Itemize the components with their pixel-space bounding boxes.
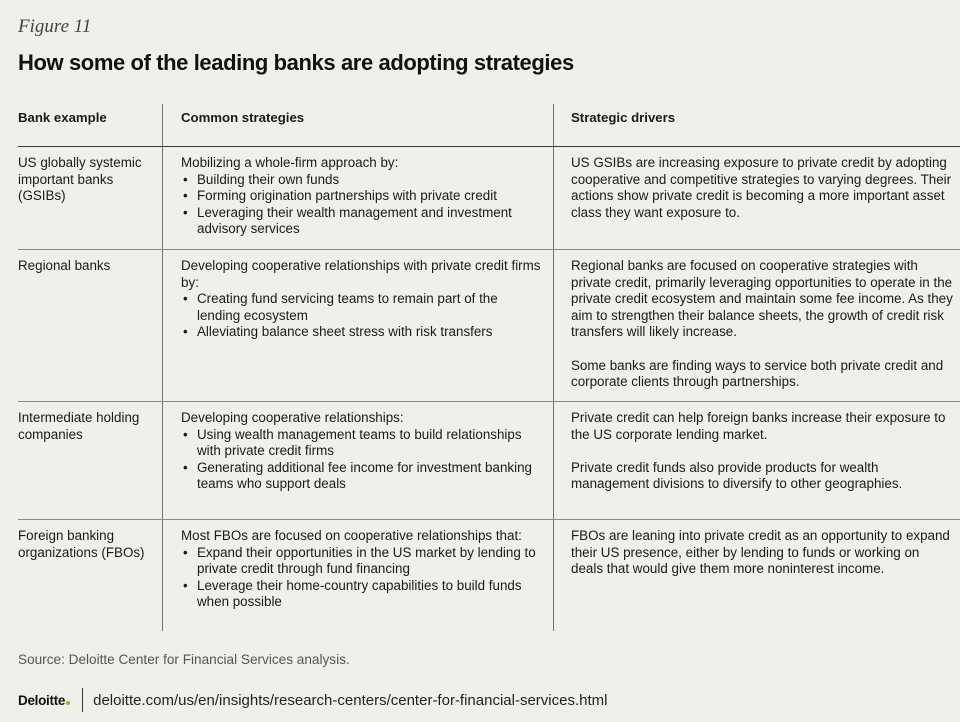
driver-paragraph: Some banks are finding ways to service both private credit and corporate clients through partnerships. [571, 357, 944, 390]
figure-title: How some of the leading banks are adopting strategies [18, 50, 574, 75]
deloitte-logo [18, 693, 70, 708]
strategic-drivers-cell [553, 147, 960, 249]
driver-paragraph: FBOs are leaning into private credit as an opportunity to expand their US presence, either by lending to funds or working on deals that would give them more noninterest income. [571, 528, 950, 577]
bank-example-cell: Regional banks [18, 258, 111, 273]
common-strategies-cell [162, 520, 553, 631]
column-header-bank-example: Bank example [18, 110, 107, 125]
footer [18, 688, 607, 712]
strategies-list [181, 427, 541, 493]
table-row [18, 147, 960, 250]
strategy-bullet: • Building their own funds [181, 172, 541, 189]
bank-example-cell: US globally systemic important banks (GSIBs) [18, 155, 142, 204]
logo-dot-icon [66, 701, 70, 705]
logo-text: Deloitte [18, 692, 66, 708]
bank-example-cell: Foreign banking organizations (FBOs) [18, 528, 145, 560]
strategies-list [181, 545, 541, 611]
strategy-bullet: • Generating additional fee income for investment banking teams who support deals [181, 460, 541, 493]
strategies-list [181, 172, 541, 238]
table-row [18, 402, 960, 520]
strategy-bullet: • Creating fund servicing teams to remain part of the lending ecosystem [181, 291, 541, 324]
strategy-bullet: • Leveraging their wealth management and investment advisory services [181, 205, 541, 238]
strategies-intro: Developing cooperative relationships: [181, 410, 404, 425]
figure-label: Figure 11 [18, 16, 92, 37]
strategy-bullet: • Using wealth management teams to build relationships with private credit firms [181, 427, 541, 460]
column-header-common-strategies: Common strategies [162, 104, 553, 146]
strategy-bullet: • Alleviating balance sheet stress with risk transfers [181, 324, 541, 341]
strategies-intro: Mobilizing a whole-firm approach by: [181, 155, 399, 170]
footer-url-link[interactable]: deloitte.com/us/en/insights/research-centers/center-for-financial-services.html [93, 691, 608, 709]
source-note: Source: Deloitte Center for Financial Services analysis. [18, 652, 350, 667]
strategies-intro: Developing cooperative relationships with private credit firms by: [181, 258, 541, 290]
table-row [18, 520, 960, 631]
driver-paragraph: US GSIBs are increasing exposure to private credit by adopting cooperative and competitive strategies to varying degrees. Their actions show private credit is becoming a more important asset class they want exposure to. [571, 155, 952, 220]
driver-paragraph: Private credit funds also provide products for wealth management divisions to diversify to other geographies. [571, 459, 903, 492]
table-row [18, 250, 960, 402]
strategy-bullet: • Leverage their home-country capabilities to build funds when possible [181, 578, 541, 611]
footer-divider [82, 688, 83, 712]
common-strategies-cell [162, 250, 553, 401]
common-strategies-cell [162, 147, 553, 249]
strategies-table [18, 104, 960, 631]
strategy-bullet: • Expand their opportunities in the US market by lending to private credit through fund financing [181, 545, 541, 578]
table-header-row [18, 104, 960, 147]
strategies-intro: Most FBOs are focused on cooperative relationships that: [181, 528, 522, 543]
strategic-drivers-cell [553, 402, 960, 519]
driver-paragraph: Private credit can help foreign banks increase their exposure to the US corporate lending market. [571, 410, 946, 442]
strategies-list [181, 291, 541, 341]
strategic-drivers-cell [553, 250, 960, 401]
driver-paragraph: Regional banks are focused on cooperative strategies with private credit, primarily leveraging opportunities to operate in the private credit ecosystem and maintain some fee income. As they aim to strengthen their balance sheets, the growth of credit risk transfers will likely increase. [571, 258, 953, 340]
strategy-bullet: • Forming origination partnerships with private credit [181, 188, 541, 205]
common-strategies-cell [162, 402, 553, 519]
strategic-drivers-cell [553, 520, 960, 631]
column-header-strategic-drivers: Strategic drivers [553, 104, 960, 146]
bank-example-cell: Intermediate holding companies [18, 410, 140, 442]
